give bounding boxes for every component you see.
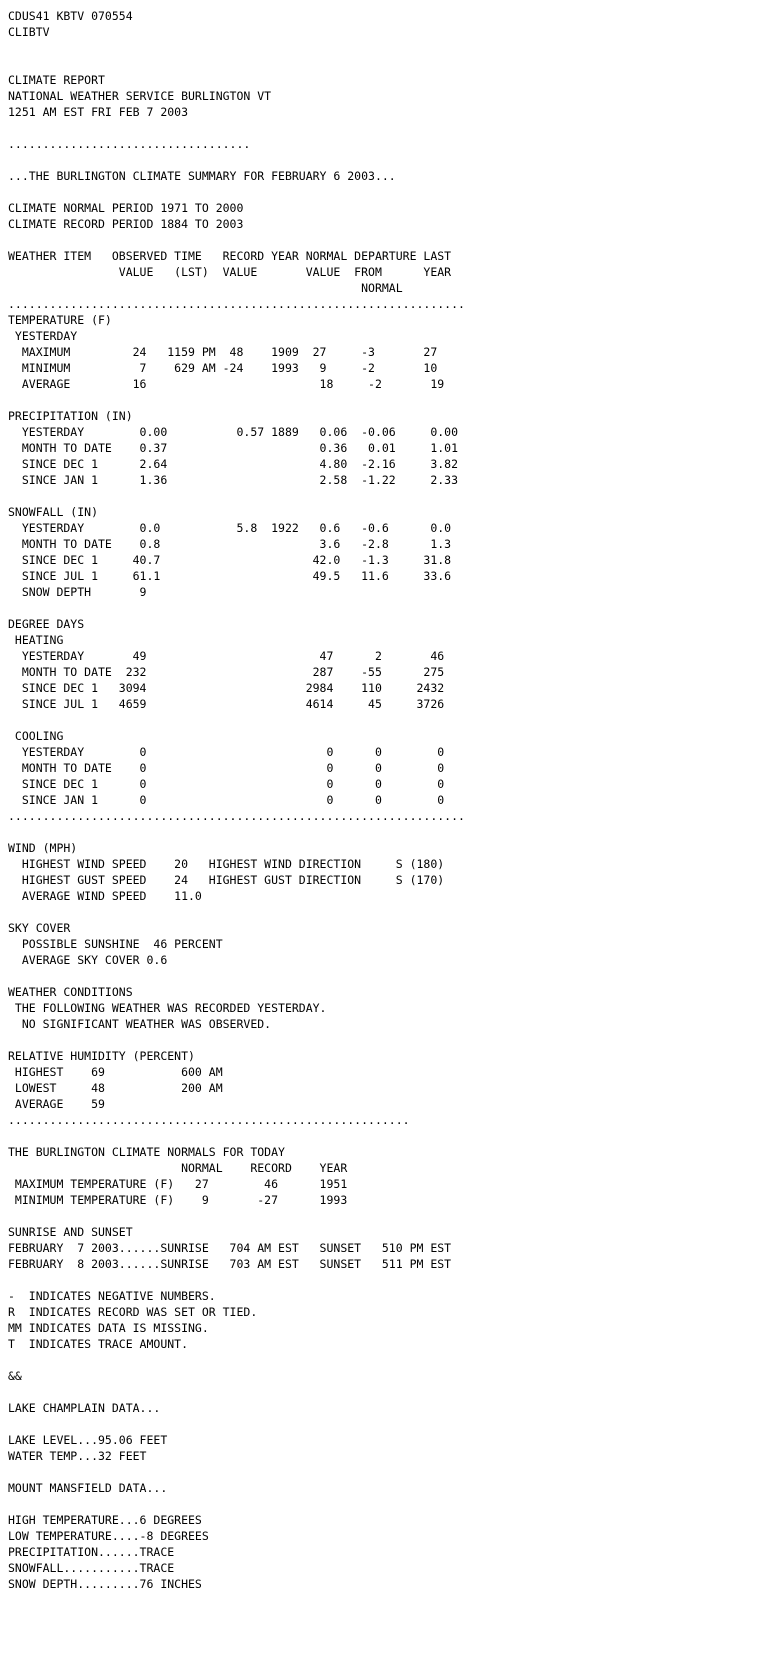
report-line: [8, 1032, 465, 1048]
report-line: FEBRUARY 7 2003......SUNRISE 704 AM EST SUNSET 510 PM EST: [8, 1241, 452, 1255]
report-line: [8, 120, 465, 136]
report-line: MAXIMUM TEMPERATURE (F) 27 46 1951: [8, 1177, 348, 1191]
report-line: TEMPERATURE (F): [8, 313, 112, 327]
report-line: [8, 1464, 465, 1480]
report-line: YESTERDAY 0.0 5.8 1922 0.6 -0.6 0.0: [8, 521, 452, 535]
report-line: WIND (MPH): [8, 841, 78, 855]
report-line: [8, 1272, 465, 1288]
report-line: SINCE JAN 1 0 0 0 0: [8, 793, 445, 807]
climate-report-text: [8, 8, 465, 1592]
report-line: YESTERDAY: [8, 329, 78, 343]
report-line: [8, 1416, 465, 1432]
report-line: [8, 1384, 465, 1400]
report-line: MM INDICATES DATA IS MISSING.: [8, 1321, 209, 1335]
report-line: NO SIGNIFICANT WEATHER WAS OBSERVED.: [8, 1017, 272, 1031]
report-line: HEATING: [8, 633, 64, 647]
report-line: [8, 184, 465, 200]
report-line: PRECIPITATION (IN): [8, 409, 133, 423]
report-line: [8, 968, 465, 984]
report-line: CLIMATE REPORT: [8, 73, 105, 87]
report-line: [8, 56, 465, 72]
report-line: ..................................................................: [8, 297, 465, 311]
report-line: MINIMUM TEMPERATURE (F) 9 -27 1993: [8, 1193, 348, 1207]
report-line: SNOW DEPTH 9: [8, 585, 147, 599]
report-line: WEATHER CONDITIONS: [8, 985, 133, 999]
report-line: [8, 1352, 465, 1368]
report-line: MONTH TO DATE 232 287 -55 275: [8, 665, 445, 679]
report-line: AVERAGE WIND SPEED 11.0: [8, 889, 202, 903]
report-line: THE FOLLOWING WEATHER WAS RECORDED YESTERDAY.: [8, 1001, 327, 1015]
report-line: [8, 712, 465, 728]
report-line: 1251 AM EST FRI FEB 7 2003: [8, 105, 189, 119]
report-line: [8, 488, 465, 504]
report-line: LAKE LEVEL...95.06 FEET: [8, 1433, 168, 1447]
report-line: HIGH TEMPERATURE...6 DEGREES: [8, 1513, 202, 1527]
report-line: CLIMATE RECORD PERIOD 1884 TO 2003: [8, 217, 244, 231]
report-line: LOWEST 48 200 AM: [8, 1081, 223, 1095]
report-line: R INDICATES RECORD WAS SET OR TIED.: [8, 1305, 258, 1319]
report-line: FEBRUARY 8 2003......SUNRISE 703 AM EST SUNSET 511 PM EST: [8, 1257, 452, 1271]
report-line: POSSIBLE SUNSHINE 46 PERCENT: [8, 937, 223, 951]
report-line: [8, 40, 465, 56]
report-line: &&: [8, 1369, 22, 1383]
report-line: LOW TEMPERATURE....-8 DEGREES: [8, 1529, 209, 1543]
report-line: CDUS41 KBTV 070554: [8, 9, 133, 23]
report-line: RELATIVE HUMIDITY (PERCENT): [8, 1049, 195, 1063]
report-line: MONTH TO DATE 0 0 0 0: [8, 761, 445, 775]
report-line: AVERAGE 59: [8, 1097, 105, 1111]
report-line: SINCE DEC 1 0 0 0 0: [8, 777, 445, 791]
report-line: ...THE BURLINGTON CLIMATE SUMMARY FOR FEBRUARY 6 2003...: [8, 169, 396, 183]
report-line: MAXIMUM 24 1159 PM 48 1909 27 -3 27: [8, 345, 438, 359]
report-line: COOLING: [8, 729, 64, 743]
report-line: MONTH TO DATE 0.37 0.36 0.01 1.01: [8, 441, 459, 455]
report-line: SINCE JUL 1 4659 4614 45 3726: [8, 697, 445, 711]
report-line: SNOWFALL...........TRACE: [8, 1561, 175, 1575]
report-line: PRECIPITATION......TRACE: [8, 1545, 175, 1559]
report-line: YESTERDAY 49 47 2 46: [8, 649, 445, 663]
report-line: SKY COVER: [8, 921, 71, 935]
report-line: AVERAGE SKY COVER 0.6: [8, 953, 168, 967]
report-line: [8, 1208, 465, 1224]
report-line: WATER TEMP...32 FEET: [8, 1449, 147, 1463]
report-line: ...................................: [8, 137, 251, 151]
report-line: SNOWFALL (IN): [8, 505, 99, 519]
report-line: SINCE JUL 1 61.1 49.5 11.6 33.6: [8, 569, 452, 583]
report-line: [8, 824, 465, 840]
report-line: HIGHEST 69 600 AM: [8, 1065, 223, 1079]
report-line: ..........................................................: [8, 1113, 410, 1127]
report-line: LAKE CHAMPLAIN DATA...: [8, 1401, 161, 1415]
report-line: CLIMATE NORMAL PERIOD 1971 TO 2000: [8, 201, 244, 215]
report-line: NORMAL RECORD YEAR: [8, 1161, 348, 1175]
report-line: - INDICATES NEGATIVE NUMBERS.: [8, 1289, 216, 1303]
report-line: AVERAGE 16 18 -2 19: [8, 377, 445, 391]
report-line: HIGHEST WIND SPEED 20 HIGHEST WIND DIRECTION S (180): [8, 857, 445, 871]
report-line: VALUE (LST) VALUE VALUE FROM YEAR: [8, 265, 452, 279]
report-line: T INDICATES TRACE AMOUNT.: [8, 1337, 189, 1351]
report-line: [8, 904, 465, 920]
report-line: [8, 1128, 465, 1144]
report-line: SUNRISE AND SUNSET: [8, 1225, 133, 1239]
report-line: SNOW DEPTH.........76 INCHES: [8, 1577, 202, 1591]
report-line: MOUNT MANSFIELD DATA...: [8, 1481, 168, 1495]
report-line: MONTH TO DATE 0.8 3.6 -2.8 1.3: [8, 537, 452, 551]
report-line: ..................................................................: [8, 809, 465, 823]
report-line: [8, 152, 465, 168]
report-line: NATIONAL WEATHER SERVICE BURLINGTON VT: [8, 89, 272, 103]
report-line: [8, 1496, 465, 1512]
report-line: YESTERDAY 0.00 0.57 1889 0.06 -0.06 0.00: [8, 425, 459, 439]
report-line: SINCE DEC 1 3094 2984 110 2432: [8, 681, 445, 695]
report-line: NORMAL: [8, 281, 403, 295]
report-line: CLIBTV: [8, 25, 50, 39]
report-line: HIGHEST GUST SPEED 24 HIGHEST GUST DIRECTION S (170): [8, 873, 445, 887]
report-line: WEATHER ITEM OBSERVED TIME RECORD YEAR NORMAL DEPARTURE LAST: [8, 249, 452, 263]
report-line: [8, 232, 465, 248]
report-line: SINCE JAN 1 1.36 2.58 -1.22 2.33: [8, 473, 459, 487]
report-line: THE BURLINGTON CLIMATE NORMALS FOR TODAY: [8, 1145, 285, 1159]
report-line: MINIMUM 7 629 AM -24 1993 9 -2 10: [8, 361, 438, 375]
report-line: [8, 392, 465, 408]
report-line: DEGREE DAYS: [8, 617, 85, 631]
report-line: [8, 600, 465, 616]
report-line: SINCE DEC 1 40.7 42.0 -1.3 31.8: [8, 553, 452, 567]
report-line: YESTERDAY 0 0 0 0: [8, 745, 445, 759]
report-line: SINCE DEC 1 2.64 4.80 -2.16 3.82: [8, 457, 459, 471]
